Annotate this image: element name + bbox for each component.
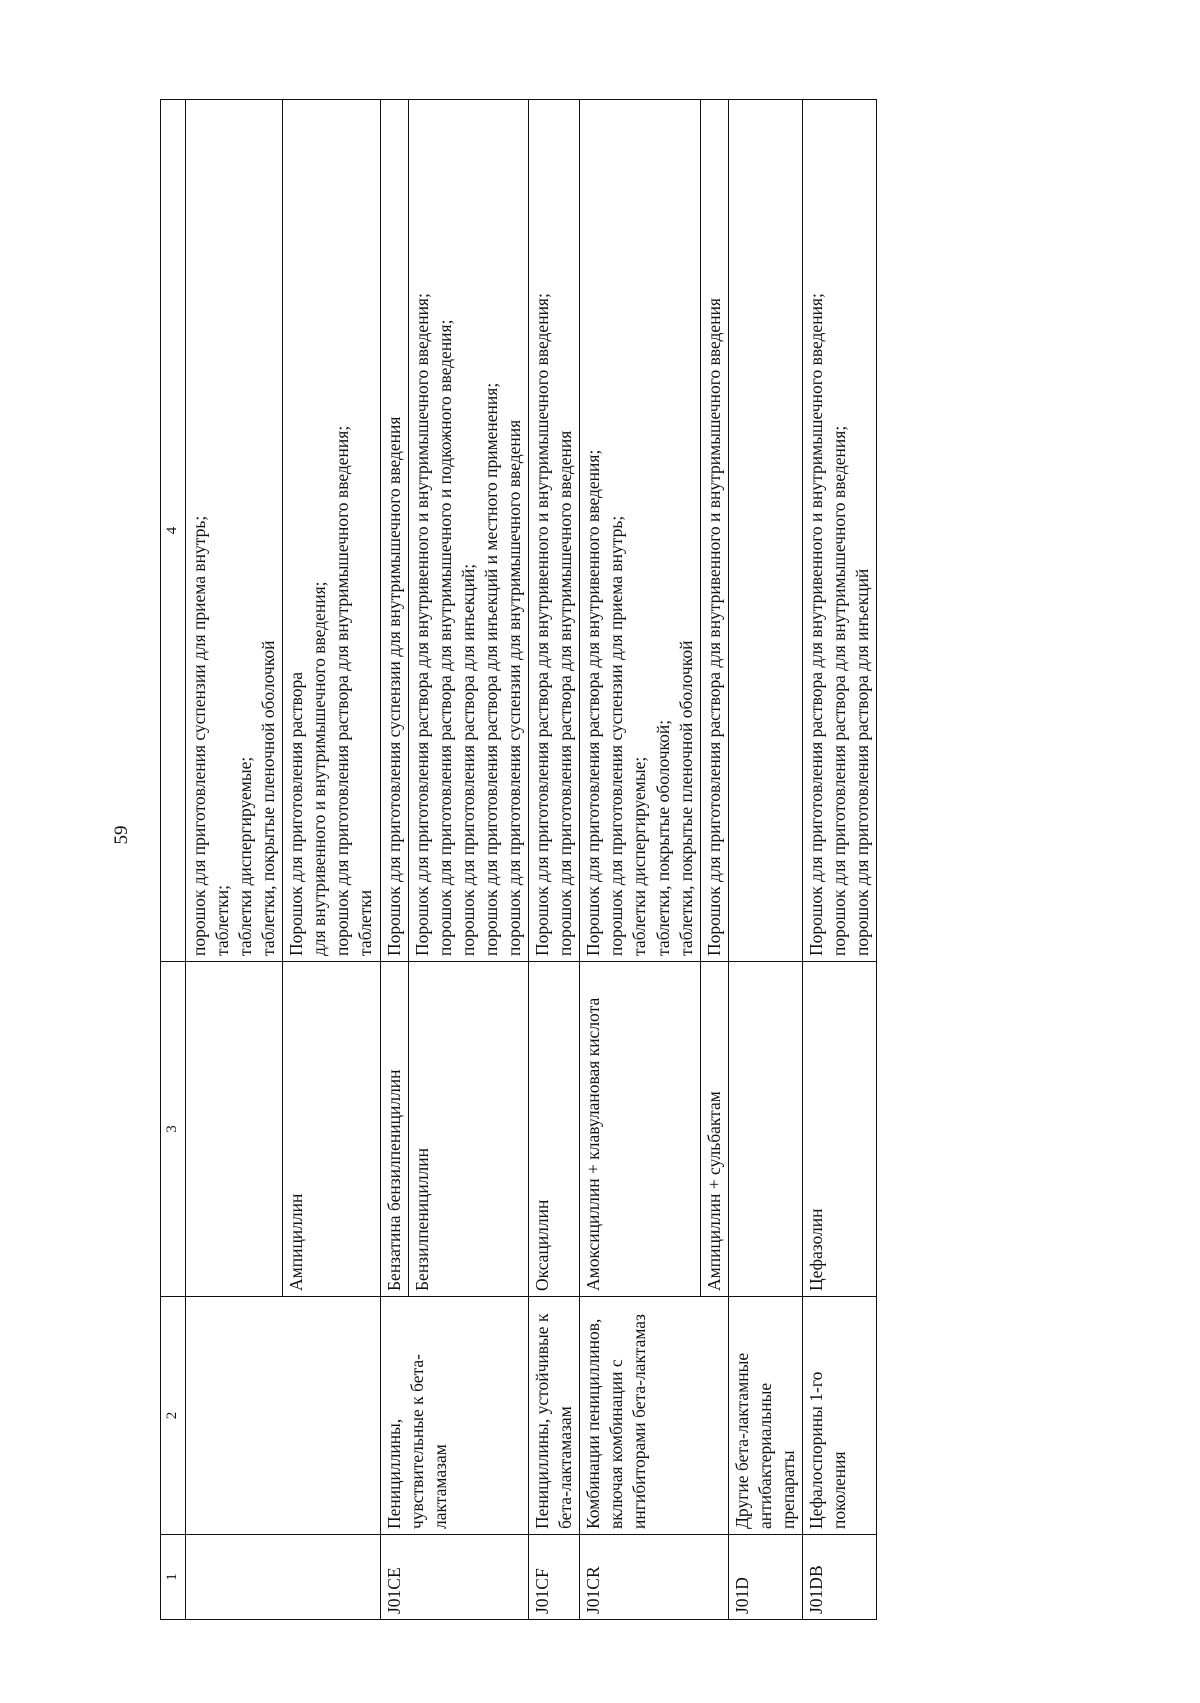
form-line: таблетки; — [211, 885, 232, 956]
table-row — [803, 100, 877, 1620]
drug-table — [160, 99, 877, 1620]
form-line: Порошок для приготовления раствора для внутривенного введения; — [583, 449, 604, 956]
group-name: Пенициллины, чувствительные к бета-лактамазам — [380, 1297, 529, 1535]
form-line: таблетки, покрытые пленочной оболочкой — [258, 640, 279, 956]
table-row — [529, 100, 580, 1620]
form-line: таблетки диспергируемые; — [234, 756, 255, 956]
drug-name: Бензатина бензилпенициллин — [380, 962, 408, 1297]
atc-code — [185, 1535, 380, 1620]
table-row — [728, 100, 802, 1620]
group-name: Другие бета-лактамные антибактериальные препараты — [728, 1297, 802, 1535]
dosage-forms — [185, 100, 282, 962]
dosage-forms — [580, 100, 700, 962]
group-name: Комбинации пенициллинов, включая комбинации с ингибиторами бета-лактамаз — [580, 1297, 729, 1535]
dosage-forms — [283, 100, 380, 962]
drug-name: Оксациллин — [529, 962, 580, 1297]
drug-name: Цефазолин — [803, 962, 877, 1297]
table-row — [580, 100, 700, 1620]
drug-name: Ампициллин + сульбактам — [700, 962, 728, 1297]
dosage-forms — [728, 100, 802, 962]
drug-name — [185, 962, 282, 1297]
header-col-1: 1 — [161, 1535, 186, 1620]
form-line: порошок для приготовления раствора для инъекций — [852, 568, 873, 956]
group-name: Пенициллины, устойчивые к бета-лактамазам — [529, 1297, 580, 1535]
dosage-forms — [380, 100, 408, 962]
header-col-3: 3 — [161, 962, 186, 1297]
form-line: Порошок для приготовления раствора — [286, 672, 307, 956]
form-line: Порошок для приготовления раствора для внутривенного и внутримышечного введения; — [532, 293, 553, 956]
form-line: порошок для приготовления раствора для инъекций; — [457, 563, 478, 956]
form-line: таблетки, покрытые пленочной оболочкой — [675, 640, 696, 956]
header-col-4: 4 — [161, 100, 186, 962]
dosage-forms — [408, 100, 528, 962]
form-line: для внутривенного и внутримышечного введения; — [309, 581, 330, 956]
form-line: Порошок для приготовления суспензии для внутримышечного введения — [383, 416, 404, 956]
atc-code: J01D — [728, 1535, 802, 1620]
drug-name: Бензилпенициллин — [408, 962, 528, 1297]
form-line: Порошок для приготовления раствора для внутривенного и внутримышечного введения; — [411, 293, 432, 956]
atc-code: J01CR — [580, 1535, 729, 1620]
form-line: порошок для приготовления суспензии для приема внутрь; — [188, 515, 209, 956]
table-row — [380, 100, 408, 1620]
form-line: порошок для приготовления раствора для внутримышечного введения; — [829, 425, 850, 956]
form-line: таблетки, покрытые оболочкой; — [652, 719, 673, 956]
rotated-page — [160, 100, 1100, 1620]
atc-code: J01CF — [529, 1535, 580, 1620]
page-number: 59 — [111, 825, 132, 845]
form-line: порошок для приготовления суспензии для приема внутрь; — [606, 515, 627, 956]
atc-code: J01CE — [380, 1535, 529, 1620]
form-line: порошок для приготовления суспензии для внутримышечного введения — [504, 419, 525, 956]
group-name — [185, 1297, 380, 1535]
form-line: таблетки диспергируемые; — [629, 756, 650, 956]
atc-code: J01DB — [803, 1535, 877, 1620]
group-name: Цефалоспорины 1-го поколения — [803, 1297, 877, 1535]
form-line: порошок для приготовления раствора для внутримышечного введения — [555, 430, 576, 956]
dosage-forms — [803, 100, 877, 962]
header-col-2: 2 — [161, 1297, 186, 1535]
form-line: порошок для приготовления раствора для инъекций и местного применения; — [480, 382, 501, 956]
form-line: Порошок для приготовления раствора для внутривенного и внутримышечного введения; — [806, 293, 827, 956]
header-row — [161, 100, 186, 1620]
form-line: таблетки — [355, 889, 376, 956]
form-line: порошок для приготовления раствора для внутримышечного введения; — [332, 425, 353, 956]
drug-name: Ампициллин — [283, 962, 380, 1297]
form-line: порошок для приготовления раствора для внутримышечного и подкожного введения; — [434, 319, 455, 956]
table-row — [185, 100, 282, 1620]
drug-name — [728, 962, 802, 1297]
dosage-forms — [529, 100, 580, 962]
dosage-forms — [700, 100, 728, 962]
form-line: Порошок для приготовления раствора для внутривенного и внутримышечного введения — [703, 298, 724, 956]
drug-name: Амоксициллин + клавулановая кислота — [580, 962, 700, 1297]
